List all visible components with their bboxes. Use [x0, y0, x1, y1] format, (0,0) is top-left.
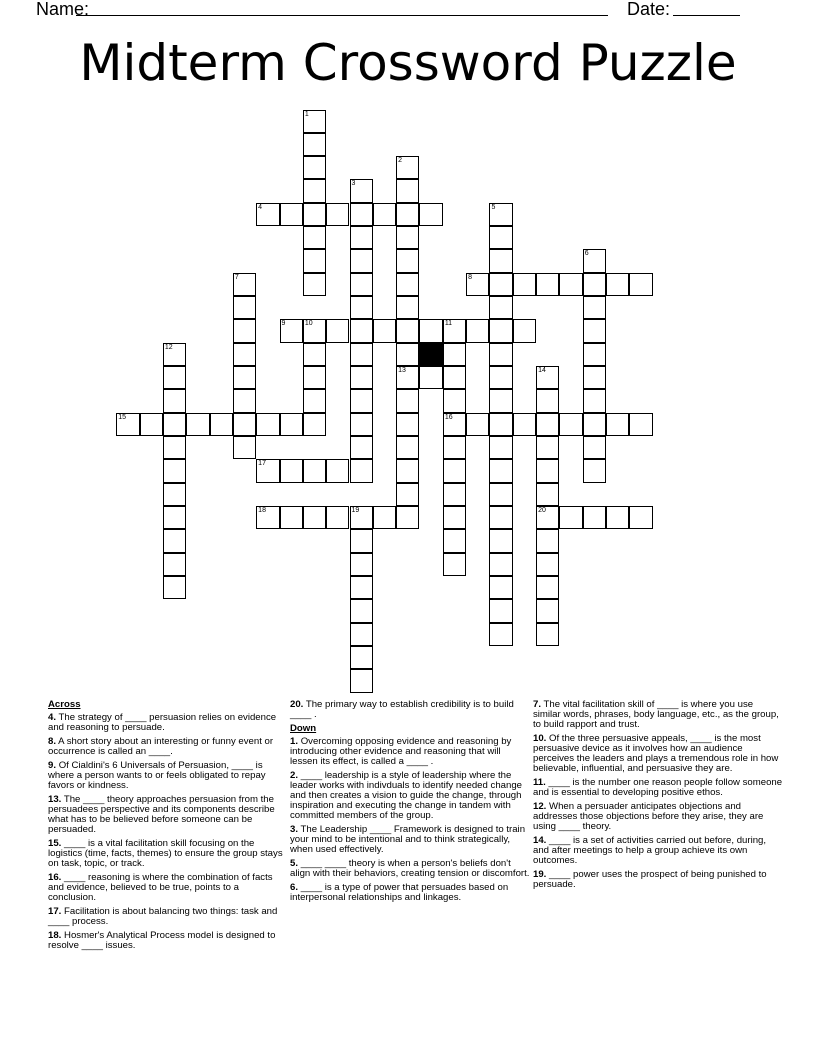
clue-number: 17.	[48, 906, 62, 917]
grid-cell[interactable]	[396, 273, 419, 296]
grid-cell[interactable]	[256, 203, 279, 226]
grid-cell[interactable]	[350, 343, 373, 366]
cell-number: 13	[398, 367, 406, 375]
grid-cell[interactable]	[280, 203, 303, 226]
grid-cell[interactable]	[350, 529, 373, 552]
down-clue	[290, 737, 530, 767]
grid-cell[interactable]	[256, 459, 279, 482]
cell-number: 1	[304, 110, 309, 118]
cell-number: 10	[304, 320, 313, 328]
grid-cell[interactable]	[443, 319, 466, 342]
grid-cell[interactable]	[350, 646, 373, 669]
grid-cell[interactable]	[536, 389, 559, 412]
grid-cell[interactable]	[303, 110, 326, 133]
grid-cell[interactable]	[629, 506, 652, 529]
across-clue	[48, 737, 288, 757]
grid-cell[interactable]	[350, 669, 373, 692]
clue-number: 3.	[290, 824, 299, 835]
grid-cell[interactable]	[443, 506, 466, 529]
grid-cell[interactable]	[350, 436, 373, 459]
grid-cell[interactable]	[396, 343, 419, 366]
grid-cell[interactable]	[583, 459, 606, 482]
grid-cell[interactable]	[466, 413, 489, 436]
grid-cell[interactable]	[583, 413, 606, 436]
grid-cell[interactable]	[583, 273, 606, 296]
grid-cell[interactable]	[489, 249, 512, 272]
grid-cell[interactable]	[583, 389, 606, 412]
grid-cell[interactable]	[396, 506, 419, 529]
grid-cell[interactable]	[163, 366, 186, 389]
clue-text: Of the three persuasive appeals, ____ is the most persuasive device as it involves how an audience perceives the leaders and plays a tremendous role in how believable, influential, and persuasive they are.	[533, 733, 779, 774]
grid-cell[interactable]	[489, 576, 512, 599]
grid-cell[interactable]	[350, 576, 373, 599]
down-clue	[533, 734, 783, 774]
cell-number: 15	[118, 413, 126, 421]
grid-cell[interactable]	[606, 506, 629, 529]
grid-cell[interactable]	[396, 249, 419, 272]
grid-cell[interactable]	[396, 296, 419, 319]
grid-cell[interactable]	[303, 413, 326, 436]
across-clue	[48, 907, 288, 927]
grid-cell[interactable]	[489, 623, 512, 646]
grid-cell[interactable]	[536, 366, 559, 389]
grid-cell[interactable]	[350, 226, 373, 249]
clues-column-2	[290, 700, 530, 907]
clue-text: ____ power uses the prospect of being punished to persuade.	[533, 869, 767, 890]
down-clue	[533, 836, 783, 866]
grid-cell[interactable]	[233, 319, 256, 342]
grid-cell[interactable]	[443, 389, 466, 412]
grid-cell[interactable]	[303, 459, 326, 482]
cell-number: 2	[398, 157, 403, 165]
grid-cell[interactable]	[350, 459, 373, 482]
grid-cell[interactable]	[489, 529, 512, 552]
grid-cell[interactable]	[606, 413, 629, 436]
grid-cell[interactable]	[163, 529, 186, 552]
clue-number: 2.	[290, 770, 299, 781]
clue-text: ____ is a set of activities carried out before, during, and after meetings to help a group achieve its own outcomes.	[533, 835, 767, 866]
grid-cell[interactable]	[489, 599, 512, 622]
cell-number: 19	[351, 507, 360, 515]
clue-text: ____ reasoning is where the combination of facts and evidence, believed to be true, points to a conclusion.	[48, 872, 273, 903]
grid-cell[interactable]	[303, 179, 326, 202]
clue-text: The vital facilitation skill of ____ is where you use similar words, phrases, body language, etc., as the group, to build rapport and trust.	[533, 699, 779, 730]
down-heading: Down	[290, 723, 317, 734]
cell-number: 9	[281, 320, 286, 328]
clue-text: ____ is a vital facilitation skill focusing on the logistics (time, facts, themes) to ensure the group stays on task, topic, or track.	[48, 838, 283, 869]
grid-cell[interactable]	[350, 203, 373, 226]
grid-cell[interactable]	[443, 366, 466, 389]
grid-cell[interactable]	[536, 483, 559, 506]
grid-cell[interactable]	[210, 413, 233, 436]
grid-cell[interactable]	[536, 553, 559, 576]
grid-cell[interactable]	[280, 413, 303, 436]
cell-number: 8	[468, 273, 473, 281]
cell-number: 7	[234, 273, 239, 281]
clue-number: 9.	[48, 760, 57, 771]
grid-cell[interactable]	[373, 506, 396, 529]
cell-number: 6	[584, 250, 589, 258]
clue-number: 8.	[48, 736, 57, 747]
grid-cell[interactable]	[606, 273, 629, 296]
clue-text: When a persuader anticipates objections and addresses those objections before they arise, they are using ____ theory.	[533, 801, 764, 832]
name-label: Name:	[36, 0, 90, 19]
grid-cell[interactable]	[163, 506, 186, 529]
down-clue	[290, 771, 530, 821]
grid-cell[interactable]	[350, 249, 373, 272]
clue-text: Of Cialdini's 6 Universals of Persuasion, ____ is where a person wants to or feels obligated to repay favors or kindness.	[48, 760, 266, 791]
across-clue	[48, 873, 288, 903]
grid-cell[interactable]	[326, 319, 349, 342]
clue-number: 16.	[48, 872, 62, 883]
across-clue	[48, 839, 288, 869]
across-clue	[290, 700, 530, 720]
grid-cell[interactable]	[163, 343, 186, 366]
cell-number: 17	[258, 460, 266, 468]
clue-number: 1.	[290, 736, 299, 747]
grid-cell[interactable]	[419, 319, 442, 342]
down-clue	[290, 859, 530, 879]
clue-text: The ____ theory approaches persuasion from the persuadees perspective and its components describe what has to be believed before someone can be persuaded.	[48, 794, 275, 835]
grid-cell[interactable]	[233, 389, 256, 412]
clue-text: Hosmer's Analytical Process model is designed to resolve ____ issues.	[48, 930, 276, 951]
grid-cell[interactable]	[396, 459, 419, 482]
date-label: Date:	[627, 0, 671, 19]
down-clue	[533, 700, 783, 730]
grid-cell[interactable]	[303, 203, 326, 226]
clue-number: 4.	[48, 712, 57, 723]
grid-cell[interactable]	[233, 413, 256, 436]
grid-cell[interactable]	[489, 506, 512, 529]
grid-cell[interactable]	[303, 389, 326, 412]
grid-cell[interactable]	[163, 459, 186, 482]
grid-cell[interactable]	[583, 249, 606, 272]
grid-cell[interactable]	[513, 319, 536, 342]
grid-cell[interactable]	[536, 623, 559, 646]
grid-cell[interactable]	[466, 319, 489, 342]
clue-text: The strategy of ____ persuasion relies on evidence and reasoning to persuade.	[48, 712, 277, 733]
clue-number: 12.	[533, 801, 547, 812]
grid-cell[interactable]	[536, 576, 559, 599]
grid-cell[interactable]	[443, 413, 466, 436]
grid-cell[interactable]	[583, 319, 606, 342]
grid-cell[interactable]	[233, 436, 256, 459]
grid-cell[interactable]	[396, 203, 419, 226]
clues-column-1	[48, 700, 288, 955]
grid-cell[interactable]	[443, 529, 466, 552]
grid-cell[interactable]	[419, 203, 442, 226]
grid-cell[interactable]	[443, 483, 466, 506]
grid-cell[interactable]	[163, 483, 186, 506]
down-clue	[533, 802, 783, 832]
clue-text: ____ ____ theory is when a person's beliefs don't align with their behaviors, creating tension or discomfort.	[290, 858, 530, 879]
grid-cell[interactable]	[536, 599, 559, 622]
grid-cell[interactable]	[489, 273, 512, 296]
grid-cell[interactable]	[396, 483, 419, 506]
clue-text: The primary way to establish credibility is to build ____ .	[290, 699, 514, 720]
grid-cell[interactable]	[396, 156, 419, 179]
clue-number: 19.	[533, 869, 547, 880]
grid-cell[interactable]	[489, 389, 512, 412]
grid-cell[interactable]	[513, 273, 536, 296]
grid-cell[interactable]	[350, 599, 373, 622]
grid-cell[interactable]	[466, 273, 489, 296]
grid-cell[interactable]	[489, 483, 512, 506]
grid-cell[interactable]	[489, 366, 512, 389]
cell-number: 18	[258, 507, 266, 515]
grid-cell[interactable]	[559, 506, 582, 529]
down-clue	[290, 883, 530, 903]
grid-cell[interactable]	[583, 343, 606, 366]
cell-number: 12	[164, 343, 173, 351]
cell-number: 20	[538, 507, 546, 515]
grid-cell[interactable]	[443, 343, 466, 366]
grid-cell[interactable]	[489, 296, 512, 319]
grid-cell[interactable]	[373, 319, 396, 342]
grid-cell[interactable]	[536, 459, 559, 482]
grid-cell[interactable]	[373, 203, 396, 226]
clue-number: 15.	[48, 838, 62, 849]
clue-number: 13.	[48, 794, 62, 805]
cell-number: 5	[491, 203, 496, 211]
grid-cell[interactable]	[116, 413, 139, 436]
grid-cell[interactable]	[256, 506, 279, 529]
grid-cell[interactable]	[303, 156, 326, 179]
grid-cell[interactable]	[396, 226, 419, 249]
grid-cell[interactable]	[326, 459, 349, 482]
cell-number: 4	[258, 203, 263, 211]
grid-cell[interactable]	[629, 413, 652, 436]
grid-cell[interactable]	[583, 296, 606, 319]
grid-cell[interactable]	[233, 343, 256, 366]
grid-cell[interactable]	[163, 576, 186, 599]
grid-cell[interactable]	[513, 413, 536, 436]
grid-cell[interactable]	[489, 319, 512, 342]
grid-cell[interactable]	[396, 366, 419, 389]
across-heading: Across	[48, 699, 81, 710]
date-field[interactable]	[673, 0, 740, 16]
grid-cell[interactable]	[280, 459, 303, 482]
grid-cell[interactable]	[163, 413, 186, 436]
cell-number: 16	[444, 413, 453, 421]
clue-number: 5.	[290, 858, 299, 869]
grid-cell[interactable]	[233, 296, 256, 319]
grid-cell[interactable]	[629, 273, 652, 296]
grid-cell[interactable]	[396, 436, 419, 459]
grid-cell[interactable]	[233, 273, 256, 296]
grid-cell[interactable]	[559, 413, 582, 436]
grid-cell[interactable]	[559, 273, 582, 296]
down-clue	[290, 825, 530, 855]
grid-cell[interactable]	[256, 413, 279, 436]
grid-cell[interactable]	[326, 506, 349, 529]
clue-number: 14.	[533, 835, 547, 846]
grid-cell[interactable]	[489, 413, 512, 436]
clue-text: ____ leadership is a style of leadership where the leader works with indivduals to identify needed change and then creates a vision to guide the change, through inspiration and executing the change in tandem with committed members of the group.	[290, 770, 522, 821]
grid-cell[interactable]	[489, 343, 512, 366]
grid-cell[interactable]	[186, 413, 209, 436]
across-clue	[48, 795, 288, 835]
clue-text: ____ is a type of power that persuades based on interpersonal relationships and linkages.	[290, 882, 509, 903]
grid-cell[interactable]	[536, 413, 559, 436]
grid-cell[interactable]	[489, 553, 512, 576]
clue-text: The Leadership ____ Framework is designed to train your mind to be intentional and to think strategically, when used effectively.	[290, 824, 526, 855]
grid-cell[interactable]	[350, 553, 373, 576]
clue-number: 11.	[533, 777, 546, 788]
grid-cell[interactable]	[536, 529, 559, 552]
grid-cell[interactable]	[163, 436, 186, 459]
clue-number: 18.	[48, 930, 62, 941]
name-field[interactable]	[76, 0, 608, 16]
grid-cell[interactable]	[303, 343, 326, 366]
grid-cell[interactable]	[396, 413, 419, 436]
grid-cell[interactable]	[350, 366, 373, 389]
grid-cell[interactable]	[350, 179, 373, 202]
clues-column-3	[533, 700, 783, 894]
grid-cell[interactable]	[396, 319, 419, 342]
grid-cell[interactable]	[280, 319, 303, 342]
grid-cell[interactable]	[583, 506, 606, 529]
grid-cell[interactable]	[303, 273, 326, 296]
grid-cell[interactable]	[350, 273, 373, 296]
grid-cell[interactable]	[536, 273, 559, 296]
grid-cell[interactable]	[163, 389, 186, 412]
grid-cell[interactable]	[163, 553, 186, 576]
grid-cell[interactable]	[583, 366, 606, 389]
cell-number: 11	[444, 320, 453, 328]
clue-text: A short story about an interesting or funny event or occurrence is called an ____.	[48, 736, 274, 757]
clue-number: 6.	[290, 882, 299, 893]
grid-cell[interactable]	[489, 436, 512, 459]
grid-cell[interactable]	[233, 366, 256, 389]
black-square	[419, 343, 442, 366]
clue-text: Facilitation is about balancing two things: task and ____ process.	[48, 906, 278, 927]
grid-cell[interactable]	[303, 249, 326, 272]
grid-cell[interactable]	[140, 413, 163, 436]
down-clue	[533, 870, 783, 890]
clue-text: ____ is the number one reason people follow someone and is essential to developing positive ethos.	[533, 777, 783, 798]
grid-cell[interactable]	[303, 133, 326, 156]
grid-cell[interactable]	[350, 506, 373, 529]
grid-cell[interactable]	[443, 553, 466, 576]
grid-cell[interactable]	[303, 506, 326, 529]
clue-number: 10.	[533, 733, 547, 744]
grid-cell[interactable]	[419, 366, 442, 389]
grid-cell[interactable]	[443, 436, 466, 459]
across-clue	[48, 761, 288, 791]
grid-cell[interactable]	[536, 436, 559, 459]
clue-text: Overcoming opposing evidence and reasoning by introducing other evidence and reasoning that will lessen its effect, is called a ____ .	[290, 736, 512, 767]
grid-cell[interactable]	[583, 436, 606, 459]
across-clue	[48, 931, 288, 951]
page-title: Midterm Crossword Puzzle	[79, 34, 737, 92]
grid-cell[interactable]	[326, 203, 349, 226]
clue-number: 20.	[290, 699, 304, 710]
grid-cell[interactable]	[350, 623, 373, 646]
grid-cell[interactable]	[536, 506, 559, 529]
grid-cell[interactable]	[396, 389, 419, 412]
grid-cell[interactable]	[489, 459, 512, 482]
grid-cell[interactable]	[303, 366, 326, 389]
grid-cell[interactable]	[350, 296, 373, 319]
grid-cell[interactable]	[350, 319, 373, 342]
grid-cell[interactable]	[489, 203, 512, 226]
grid-cell[interactable]	[443, 459, 466, 482]
grid-cell[interactable]	[350, 413, 373, 436]
grid-cell[interactable]	[303, 226, 326, 249]
cell-number: 14	[538, 367, 546, 375]
down-clue	[533, 778, 783, 798]
clue-number: 7.	[533, 699, 542, 710]
across-clue	[48, 713, 288, 733]
grid-cell[interactable]	[303, 319, 326, 342]
grid-cell[interactable]	[350, 389, 373, 412]
grid-cell[interactable]	[396, 179, 419, 202]
grid-cell[interactable]	[280, 506, 303, 529]
cell-number: 3	[351, 180, 356, 188]
grid-cell[interactable]	[489, 226, 512, 249]
